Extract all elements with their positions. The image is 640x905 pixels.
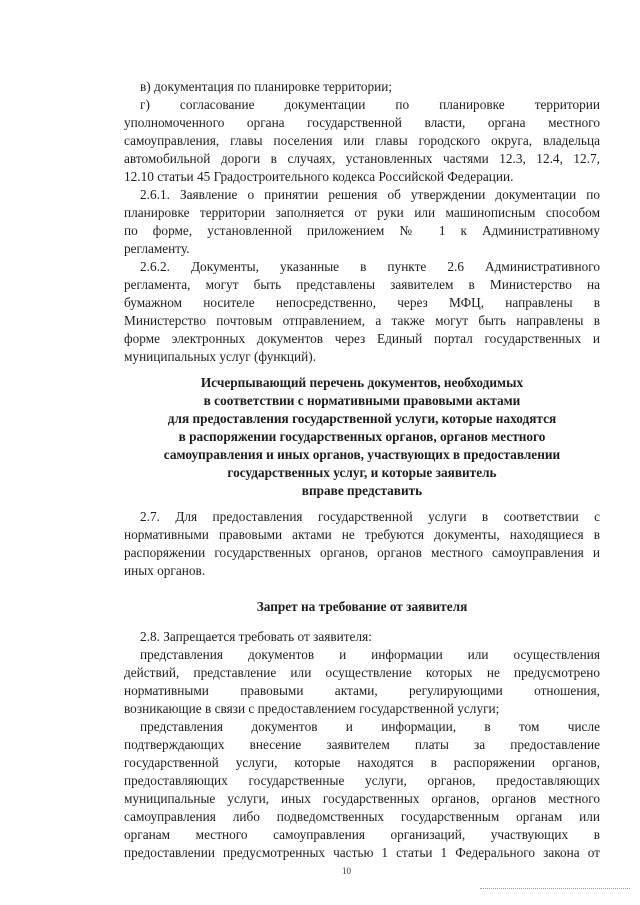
text-line: 2.7. Для предоставления государственной услуги в соответствии с — [140, 509, 600, 524]
text-line: регламента, могут быть представлены заявителем в Министерство на — [124, 277, 600, 292]
section-heading: Исчерпывающий перечень документов, необходимых — [200, 375, 524, 390]
text-line: форме электронных документов через Единый портал государственных и — [124, 331, 600, 346]
section-heading: Запрет на требование от заявителя — [256, 599, 468, 614]
text-line: самоуправления либо подведомственных государственным органам или — [124, 809, 600, 824]
text-line: государственной услуги, которые находятся в распоряжении органов, — [124, 755, 600, 770]
section-heading: для предоставления государственной услуги, которые находятся — [167, 411, 557, 426]
page-number: 10 — [342, 866, 351, 876]
text-line: муниципальные услуги, иных государственных органов, органов местного — [124, 791, 600, 806]
section-heading: в распоряжении государственных органов, органов местного — [178, 429, 546, 444]
text-line: по форме, установленной приложением № 1 к Административному — [124, 223, 600, 238]
text-line: представления документов и информации, в том числе — [140, 719, 600, 734]
text-line: 2.6.1. Заявление о принятии решения об утверждении документации по — [140, 187, 600, 202]
text-line: уполномоченного органа государственной власти, органа местного — [124, 115, 600, 130]
text-line: иных органов. — [124, 563, 206, 578]
text-line: самоуправления, главы поселения или главы городского округа, владельца — [124, 133, 600, 148]
text-line: автомобильной дороги в случаях, установленных частями 12.3, 12.4, 12.7, — [124, 151, 600, 166]
section-heading: вправе представить — [301, 483, 423, 498]
text-line: муниципальных услуг (функций). — [124, 349, 317, 364]
scan-edge-line — [480, 888, 630, 889]
text-line: представления документов и информации или осуществления — [140, 647, 600, 662]
text-line: подтверждающих внесение заявителем платы за предоставление — [124, 737, 600, 752]
text-line: нормативными правовыми актами, регулирующими отношения, — [124, 683, 600, 698]
section-heading: самоуправления и иных органов, участвующих в предоставлении — [163, 447, 561, 462]
text-line: регламенту. — [124, 241, 190, 256]
text-line: бумажном носителе непосредственно, через МФЦ, направлены в — [124, 295, 600, 310]
text-line: нормативными правовыми актами не требуются документы, находящиеся в — [124, 527, 600, 542]
text-line: предоставляющих государственные услуги, органов, предоставляющих — [124, 773, 600, 788]
text-line: действий, представление или осуществление которых не предусмотрено — [124, 665, 600, 680]
text-line: Министерство почтовым отправлением, а также могут быть направлены в — [124, 313, 600, 328]
section-heading: в соответствии с нормативными правовыми актами — [203, 393, 521, 408]
text-line: органам местного самоуправления организаций, участвующих в — [124, 827, 600, 842]
text-line: 12.10 статьи 45 Градостроительного кодекса Российской Федерации. — [124, 169, 514, 184]
text-line: 2.8. Запрещается требовать от заявителя: — [140, 629, 372, 644]
text-line: распоряжении государственных органов, органов местного самоуправления и — [124, 545, 600, 560]
text-line: в) документация по планировке территории; — [140, 79, 393, 94]
text-line: г) согласование документации по планировке территории — [140, 97, 600, 112]
section-heading: государственных услуг, и которые заявитель — [227, 465, 497, 480]
text-line: планировке территории заполняется от руки или машинописным способом — [124, 205, 600, 220]
text-line: предоставлении предусмотренных частью 1 статьи 1 Федерального закона от — [124, 845, 600, 860]
text-line: 2.6.2. Документы, указанные в пункте 2.6 Административного — [140, 259, 600, 274]
text-line: возникающие в связи с предоставлением государственной услуги; — [124, 701, 500, 716]
